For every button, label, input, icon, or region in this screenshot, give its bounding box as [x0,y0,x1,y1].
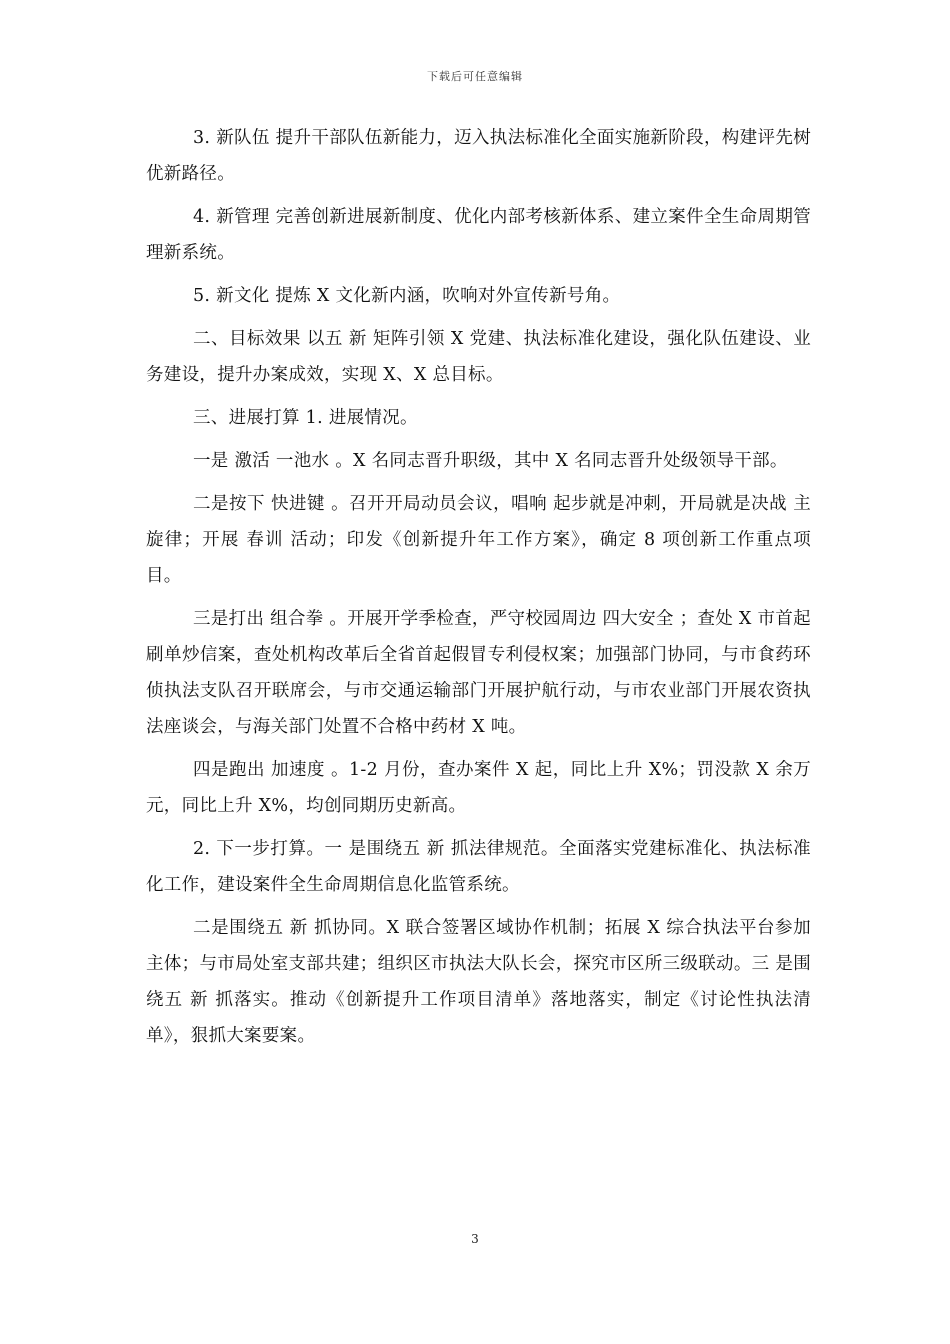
paragraph-goals: 二、目标效果 以五 新 矩阵引领 X 党建、执法标准化建设，强化队伍建设、业务建设，提升办案成效，实现 X、X 总目标。 [146,329,811,385]
paragraph-new-management: 4. 新管理 完善创新进展新制度、优化内部考核新体系、建立案件全生命周期管理新系统。 [146,207,811,263]
paragraph-point-four: 四是跑出 加速度 。1-2 月份，查办案件 X 起，同比上升 X%；罚没款 X 余万元，同比上升 X%，均创同期历史新高。 [146,760,811,816]
page-number: 3 [471,1232,479,1246]
paragraph-progress-heading: 三、进展打算 1. 进展情况。 [193,408,418,428]
paragraph-coordination: 二是围绕五 新 抓协同。X 联合签署区域协作机制；拓展 X 综合执法平台参加主体；与市局处室支部共建；组织区市执法大队长会，探究市区所三级联动。三 是围绕五 新 抓落实。推动《创新提升工作项目清单》落地落实，制定《讨论性执法清单》，狠抓大案要案。 [146,918,811,1046]
page-header: 下载后可任意编辑 [427,70,523,83]
document-body [146,120,811,1061]
paragraph-point-three: 三是打出 组合拳 。开展开学季检查，严守校园周边 四大安全 ；查处 X 市首起刷单炒信案，查处机构改革后全省首起假冒专利侵权案；加强部门协同，与市食药环侦执法支队召开联席会，与市交通运输部门开展护航行动，与市农业部门开展农资执法座谈会，与海关部门处置不合格中药材 X 吨。 [146,609,811,737]
paragraph-new-culture: 5. 新文化 提炼 X 文化新内涵，吹响对外宣传新号角。 [193,286,621,306]
paragraph-point-one: 一是 激活 一池水 。X 名同志晋升职级，其中 X 名同志晋升处级领导干部。 [193,451,788,471]
paragraph-new-team: 3. 新队伍 提升干部队伍新能力，迈入执法标准化全面实施新阶段，构建评先树优新路径。 [146,128,811,184]
paragraph-point-two: 二是按下 快进键 。召开开局动员会议，唱响 起步就是冲刺，开局就是决战 主旋律；开展 春训 活动；印发《创新提升年工作方案》，确定 8 项创新工作重点项目。 [146,494,811,586]
paragraph-next-steps: 2. 下一步打算。一 是围绕五 新 抓法律规范。全面落实党建标准化、执法标准化工作，建设案件全生命周期信息化监管系统。 [146,839,811,895]
